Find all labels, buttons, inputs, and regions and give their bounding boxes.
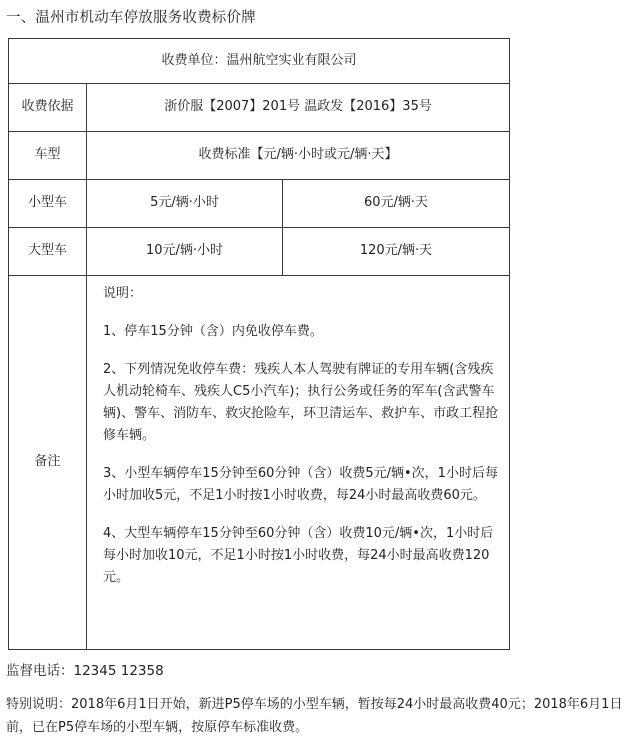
notes-label: 备注 [9, 276, 87, 650]
fee-basis-label: 收费依据 [9, 84, 87, 132]
vehicle-type-label: 车型 [9, 132, 87, 180]
notes-title: 说明： [103, 286, 143, 301]
fee-basis-value: 浙价服【2007】201号 温政发【2016】35号 [87, 84, 510, 132]
notes-row [9, 276, 510, 650]
supervision-hotline: 监督电话：12345 12358 [6, 663, 164, 679]
vehicle-type-cell: 小型车 [9, 180, 87, 228]
note-item: 3、小型车辆停车15分钟至60分钟（含）收费5元/辆•次，1小时后每小时加收5元，不足1小时按1小时收费，每24小时最高收费60元。 [103, 465, 498, 503]
hourly-rate-cell: 10元/辆·小时 [87, 228, 283, 276]
fee-unit-row [9, 39, 510, 84]
vehicle-type-cell: 大型车 [9, 228, 87, 276]
table-row [9, 228, 510, 276]
note-item: 4、大型车辆停车15分钟至60分钟（含）收费10元/辆•次，1小时后每小时加收10元，不足1小时按1小时收费，每24小时最高收费120元。 [103, 525, 494, 585]
fee-basis-row [9, 84, 510, 132]
note-item: 1、停车15分钟（含）内免收停车费。 [103, 323, 323, 339]
daily-rate-cell: 60元/辆·天 [283, 180, 510, 228]
notes-cell [87, 276, 510, 650]
page-heading: 一、温州市机动车停放服务收费标价牌 [6, 10, 256, 26]
fee-unit-cell: 收费单位：温州航空实业有限公司 [9, 39, 510, 84]
special-note: 特别说明：2018年6月1日开始，新进P5停车场的小型车辆，暂按每24小时最高收费40元；2018年6月1日前，已在P5停车场的小型车辆，按原停车标准收费。 [6, 697, 623, 735]
daily-rate-cell: 120元/辆·天 [283, 228, 510, 276]
note-item: 2、下列情况免收停车费：残疾人本人驾驶有牌证的专用车辆(含残疾人机动轮椅车、残疾人C5小汽车)；执行公务或任务的军车(含武警车辆)、警车、消防车、救灾抢险车，环卫清运车、救护车、市政工程抢修车辆。 [103, 361, 499, 443]
table-row [9, 180, 510, 228]
fee-table [8, 38, 510, 650]
hourly-rate-cell: 5元/辆·小时 [87, 180, 283, 228]
vehicle-type-header-row [9, 132, 510, 180]
fee-standard-label: 收费标准【元/辆·小时或元/辆·天】 [87, 132, 510, 180]
